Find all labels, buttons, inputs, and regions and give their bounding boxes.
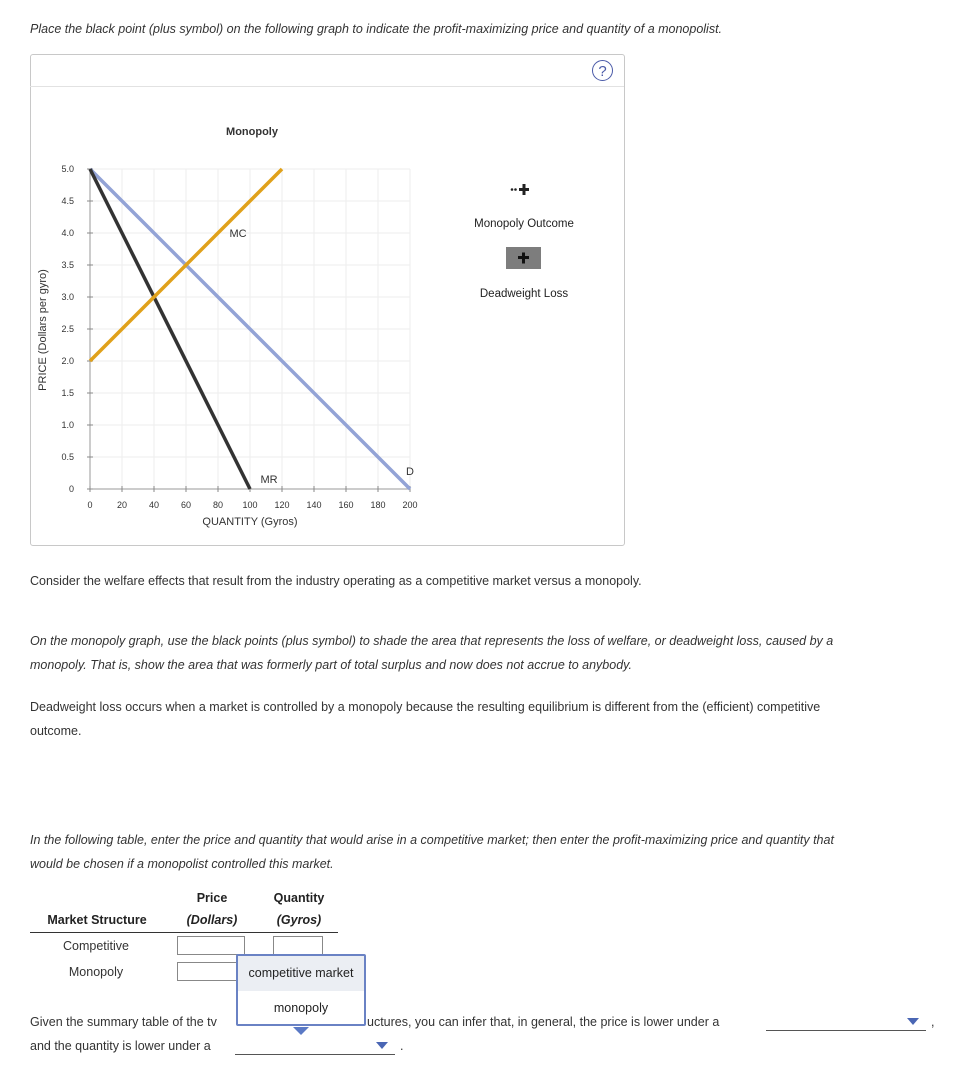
- y-tick-label: 1.5: [61, 388, 74, 398]
- dropdown-caret-icon: [293, 1027, 309, 1035]
- x-tick-label: 140: [306, 500, 322, 510]
- summary-line2-text: and the quantity is lower under a: [30, 1039, 211, 1053]
- price-column-header: Price: [196, 891, 228, 905]
- table-instruction-line1: In the following table, enter the price and quantity that would arise in a competitive market; then enter the profit-maximizing price and quantity that: [30, 833, 834, 847]
- shade-instruction-line1: On the monopoly graph, use the black points (plus symbol) to shade the area that represents the loss of welfare, or deadweight loss, caused by a: [30, 634, 834, 648]
- x-axis-label: QUANTITY (Gyros): [202, 516, 298, 528]
- x-tick-label: 80: [212, 500, 224, 510]
- quantity-column-header: Quantity: [273, 891, 325, 905]
- y-tick-label: 2.5: [61, 324, 74, 334]
- summary-text-end: uctures, you can infer that, in general, the price is lower under a: [367, 1015, 720, 1029]
- demand-curve-label: D: [406, 466, 414, 478]
- y-tick-label: 3.5: [61, 260, 74, 270]
- y-tick-label: 3.0: [61, 292, 74, 302]
- summary-text-start: Given the summary table of the tv: [30, 1015, 217, 1029]
- y-tick-label: 4.5: [61, 196, 74, 206]
- dropdown-option-competitive-market[interactable]: competitive market: [238, 956, 364, 991]
- monopoly-outcome-tool[interactable]: [511, 184, 529, 195]
- y-tick-label: 4.0: [61, 228, 74, 238]
- x-tick-label: 0: [87, 500, 93, 510]
- competitive-price-input[interactable]: [177, 936, 245, 955]
- table-instruction-line2: would be chosen if a monopolist controlled this market.: [30, 857, 334, 871]
- x-tick-label: 180: [370, 500, 386, 510]
- price-lower-select-caret-icon[interactable]: [907, 1018, 919, 1025]
- legend-deadweight-loss-label: Deadweight Loss: [479, 288, 569, 300]
- x-tick-label: 40: [148, 500, 160, 510]
- y-tick-label: 1.0: [61, 420, 74, 430]
- x-tick-label: 200: [402, 500, 418, 510]
- x-tick-label: 100: [242, 500, 258, 510]
- deadweight-text-line1: Deadweight loss occurs when a market is controlled by a monopoly because the resulting equilibrium is different from the (efficient) competitive: [30, 700, 821, 714]
- consider-text: Consider the welfare effects that result from the industry operating as a competitive market versus a monopoly.: [30, 574, 642, 588]
- table-header-rule: [30, 932, 338, 933]
- instruction-text: Place the black point (plus symbol) on the following graph to indicate the profit-maximizing price and quantity of a monopolist.: [30, 22, 723, 36]
- summary-period: .: [400, 1039, 404, 1053]
- monopoly-row-label: Monopoly: [68, 965, 124, 979]
- mc-curve-label: MC: [229, 228, 247, 240]
- legend-monopoly-outcome-label: Monopoly Outcome: [474, 218, 574, 230]
- deadweight-text-line2: outcome.: [30, 724, 82, 738]
- x-tick-label: 20: [116, 500, 128, 510]
- quantity-column-unit: (Gyros): [276, 913, 322, 927]
- price-column-unit: (Dollars): [186, 913, 238, 927]
- dropdown-option-monopoly[interactable]: monopoly: [273, 1001, 329, 1015]
- help-icon[interactable]: ?: [592, 60, 613, 81]
- y-tick-label: 2.0: [61, 356, 74, 366]
- competitive-row-label: Competitive: [63, 939, 129, 953]
- monopoly-price-input[interactable]: [177, 962, 245, 981]
- quantity-lower-select-caret-icon[interactable]: [376, 1042, 388, 1049]
- price-lower-select[interactable]: [766, 1030, 926, 1031]
- x-tick-label: 60: [180, 500, 192, 510]
- x-tick-label: 120: [274, 500, 290, 510]
- mr-curve-label: MR: [260, 474, 278, 486]
- competitive-quantity-input[interactable]: [273, 936, 323, 955]
- y-tick-label: 0: [68, 484, 74, 494]
- graph-title: Monopoly: [226, 126, 278, 138]
- summary-comma: ,: [931, 1015, 935, 1029]
- y-tick-label: 0.5: [61, 452, 74, 462]
- y-axis-label: PRICE (Dollars per gyro): [37, 269, 49, 391]
- y-tick-label: 5.0: [61, 164, 74, 174]
- quantity-lower-select[interactable]: [235, 1054, 395, 1055]
- shade-instruction-line2: monopoly. That is, show the area that was formerly part of total surplus and now does not accrue to anybody.: [30, 658, 632, 672]
- x-tick-label: 160: [338, 500, 354, 510]
- market-structure-header: Market Structure: [47, 913, 147, 927]
